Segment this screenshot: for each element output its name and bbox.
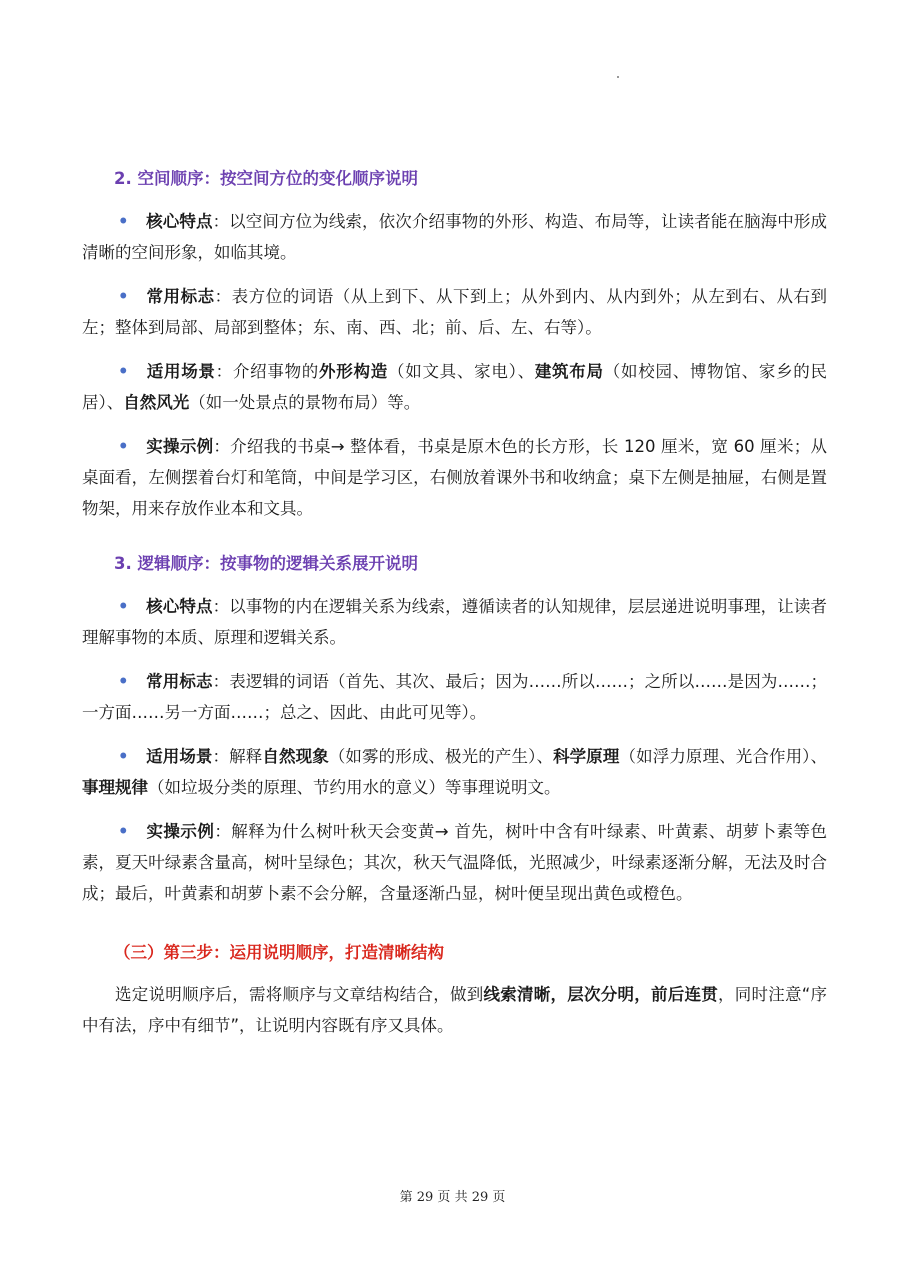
list-item [82,206,827,268]
para-text: ，同时注意“序中有法，序中有细节”，让说明内容既有序又具体。 [82,985,827,1035]
item-text: （如垃圾分类的原理、节约用水的意义）等事理说明文。 [148,778,561,797]
item-text: （如文具、家电）、 [387,362,535,381]
item-label: 实操示例 [146,437,214,456]
item-text: （如校园、博物馆、家乡的民居）、 [82,362,828,412]
bullet-icon: • [118,747,129,766]
section-3-title: 3. 逻辑顺序：按事物的逻辑关系展开说明 [114,554,418,573]
page-number: 第 29 页 共 29 页 [399,1190,506,1205]
item-emphasis: 自然现象 [262,747,329,766]
item-label: 核心特点 [146,597,213,616]
section-2-title: 2. 空间顺序：按空间方位的变化顺序说明 [114,169,418,188]
item-text: （如一处景点的景物布局）等。 [189,393,421,412]
list-item [82,816,827,909]
item-label: 适用场景 [146,747,213,766]
list-item [82,281,827,343]
list-item [82,741,827,803]
bullet-icon: • [118,437,129,456]
item-label: 常用标志 [146,287,215,306]
item-text: ：以事物的内在逻辑关系为线索，遵循读者的认知规律，层层递进说明事理，让读者理解事物的本质、原理和逻辑关系。 [82,597,828,647]
item-emphasis: 建筑布局 [534,362,604,381]
item-text: ：表方位的词语（从上到下、从下到上；从外到内、从内到外；从左到右、从右到左；整体到局部、局部到整体；东、南、西、北；前、后、左、右等）。 [82,287,827,337]
item-text: ：介绍我的书桌→ 整体看，书桌是原木色的长方形，长 120 厘米，宽 60 厘米；从桌面看，左侧摆着台灯和笔筒，中间是学习区，右侧放着课外书和收纳盒；桌下左侧是抽屉，右侧是置物架，用来存放作业本和文具。 [82,437,827,518]
item-text: ：介绍事物的 [215,362,320,381]
item-label: 适用场景 [146,362,216,381]
bullet-icon: • [118,362,129,381]
bullet-icon: • [118,287,129,306]
item-label: 核心特点 [146,212,213,231]
scan-dot [617,76,619,78]
item-text: ：解释为什么树叶秋天会变黄→ 首先，树叶中含有叶绿素、叶黄素、胡萝卜素等色素，夏天叶绿素含量高，树叶呈绿色；其次，秋天气温降低，光照减少，叶绿素逐渐分解，无法及时合成；最后，叶黄素和胡萝卜素不会分解，含量逐渐凸显，树叶便呈现出黄色或橙色。 [82,822,828,903]
bullet-icon: • [118,672,129,691]
para-text: 选定说明顺序后，需将顺序与文章结构结合，做到 [115,985,484,1004]
list-item [82,591,827,653]
step-3-paragraph [82,979,827,1041]
bullet-icon: • [118,212,129,231]
item-emphasis: 科学原理 [553,747,620,766]
step-3-title: （三）第三步：运用说明顺序，打造清晰结构 [114,943,444,962]
list-item [82,666,827,728]
list-item [82,431,827,524]
item-text: （如浮力原理、光合作用）、 [619,747,828,766]
item-text: ：以空间方位为线索，依次介绍事物的外形、构造、布局等，让读者能在脑海中形成清晰的空间形象，如临其境。 [82,212,828,262]
item-emphasis: 事理规律 [82,778,148,797]
item-label: 实操示例 [146,822,215,841]
item-text: ：解释 [212,747,263,766]
document-body [82,165,827,1041]
item-emphasis: 自然风光 [123,393,190,412]
item-text: （如雾的形成、极光的产生）、 [328,747,554,766]
item-text: ：表逻辑的词语（首先、其次、最后；因为……所以……；之所以……是因为……；一方面……另一方面……；总之、因此、由此可见等）。 [82,672,828,722]
bullet-icon: • [118,597,129,616]
list-item [82,356,827,418]
para-emphasis: 线索清晰，层次分明，前后连贯 [483,985,718,1004]
item-emphasis: 外形构造 [319,362,388,381]
bullet-icon: • [118,822,129,841]
item-label: 常用标志 [146,672,213,691]
